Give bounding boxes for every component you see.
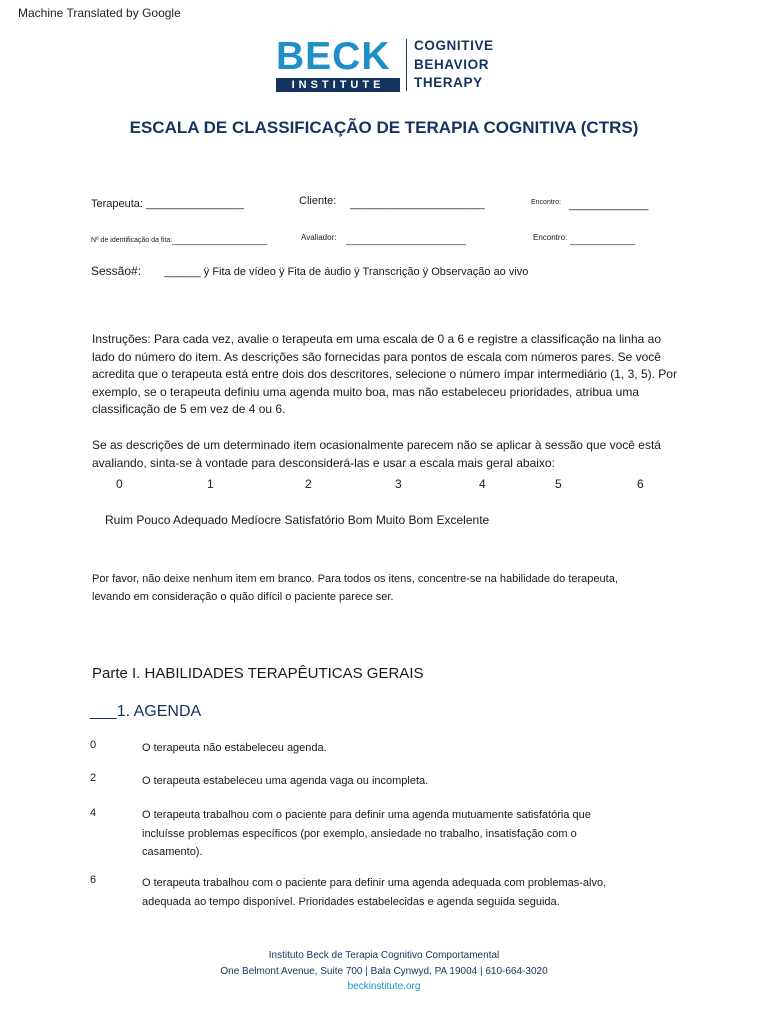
- footer-address: One Belmont Avenue, Suite 700 | Bala Cynwyd, PA 19004 | 610-664-3020: [220, 966, 548, 977]
- beck-institute-logo: [276, 37, 508, 97]
- session-date-field-2[interactable]: _____________: [570, 235, 636, 245]
- item-description: O terapeuta estabeleceu uma agenda vaga ou incompleta.: [142, 775, 429, 787]
- item-score: 0: [90, 739, 97, 751]
- note-paragraph: [92, 571, 672, 606]
- therapist-field[interactable]: Terapeuta: ________________: [91, 198, 244, 210]
- rater-label: Avaliador:: [301, 233, 337, 242]
- session-date-label-1: Encontro:: [531, 199, 561, 206]
- logo-line-2: BEHAVIOR: [414, 56, 490, 72]
- client-field[interactable]: ______________________: [350, 198, 485, 210]
- scale-number: 6: [637, 477, 644, 491]
- note-line-1: Por favor, não deixe nenhum item em branco. Para todos os itens, concentre-se na habilidade do terapeuta,: [92, 573, 618, 585]
- media-options[interactable]: ______ ÿ Fita de vídeo ÿ Fita de áudio ÿ Transcrição ÿ Observação ao vivo: [164, 266, 529, 278]
- logo-cbt-text: [414, 37, 494, 93]
- item-score: 2: [90, 772, 97, 784]
- item-score: 6: [90, 874, 97, 886]
- scale-number: 0: [116, 477, 123, 491]
- footer-website-link[interactable]: beckinstitute.org: [347, 981, 421, 992]
- scale-number: 3: [395, 477, 402, 491]
- tape-id-label: Nº de identificação da fita:: [91, 237, 173, 244]
- scale-number: 4: [479, 477, 486, 491]
- instructions-paragraph: Instruções: Para cada vez, avalie o terapeuta em uma escala de 0 a 6 e registre a classificação na linha ao lado do número do item. As descrições são fornecidas para pontos de escala com números pares. Se você acredita que o terapeuta está entre dois dos descritores, selecione o número ímpar intermediário (1, 3, 5). Por exemplo, se o terapeuta definiu uma agenda muito boa, mas não estabeleceu prioridades, atribua uma classificação de 5 em vez de 4 ou 6.: [92, 332, 677, 416]
- logo-beck-text: BECK: [276, 35, 391, 78]
- general-scale-paragraph: Se as descrições de um determinado item ocasionalmente parecem não se aplicar à sessão que você está avaliando, sinta-se à vontade para desconsiderá-las e usar a escala mais geral abaixo:: [92, 438, 661, 470]
- machine-translation-notice: Machine Translated by Google: [18, 6, 181, 20]
- part-heading: Parte I. HABILIDADES TERAPÊUTICAS GERAIS: [92, 665, 424, 682]
- logo-divider: [406, 39, 407, 91]
- agenda-heading[interactable]: ___1. AGENDA: [90, 703, 202, 720]
- item-description: O terapeuta não estabeleceu agenda.: [142, 742, 327, 754]
- scale-number: 1: [207, 477, 214, 491]
- session-date-field-1[interactable]: _____________: [569, 199, 649, 211]
- scale-number: 5: [555, 477, 562, 491]
- session-number-label: Sessão#:: [91, 264, 142, 278]
- logo-line-3: THERAPY: [414, 75, 483, 90]
- logo-institute-text: INSTITUTE: [276, 78, 400, 92]
- item-description: O terapeuta trabalhou com o paciente para definir uma agenda mutuamente satisfatória que incluísse problemas específicos (por exemplo, ansiedade no trabalho, insatisfação com o casamento).: [142, 809, 591, 858]
- client-label: Cliente:: [299, 195, 337, 207]
- document-title: ESCALA DE CLASSIFICAÇÃO DE TERAPIA COGNITIVA (CTRS): [129, 118, 639, 137]
- logo-line-1: COGNITIVE: [414, 38, 494, 53]
- item-score: 4: [90, 807, 97, 819]
- note-line-2: levando em consideração o quão difícil o paciente parece ser.: [92, 590, 394, 603]
- session-date-label-2: Encontro:: [533, 233, 568, 242]
- footer-institute-name: Instituto Beck de Terapia Cognitivo Comportamental: [268, 950, 500, 961]
- scale-number: 2: [305, 477, 312, 491]
- rater-field[interactable]: ________________________: [346, 235, 467, 245]
- scale-labels: Ruim Pouco Adequado Medíocre Satisfatório Bom Muito Bom Excelente: [105, 513, 490, 527]
- tape-id-field[interactable]: ___________________: [172, 235, 268, 245]
- item-description: O terapeuta trabalhou com o paciente para definir uma agenda adequada com problemas-alvo, adequada ao tempo disponível. Prioridades estabelecidas e agenda seguida seguida.: [142, 877, 607, 908]
